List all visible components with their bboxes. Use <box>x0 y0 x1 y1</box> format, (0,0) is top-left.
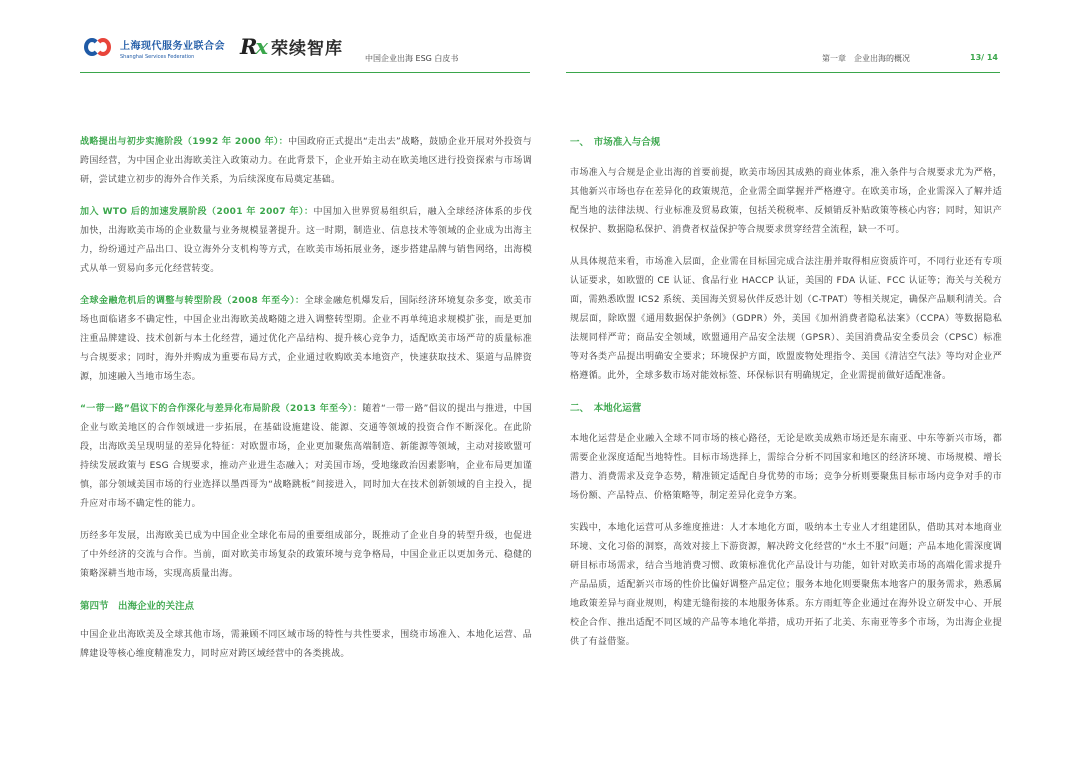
section-title: 一、 市场准入与合规 <box>570 137 661 148</box>
paragraph-body: 随着“一带一路”倡议的提出与推进，中国企业与欧美地区的合作领域进一步拓展，在基础设施建设、能源、交通等领域的投资合作不断深化。在此阶段，出海欧美呈现明显的差异化特征：对欧盟市场，企业更加聚焦高端制造、新能源等领域，主动对接欧盟可持续发展政策与 ESG 合规要求，推动产业进生态融入；对美国市场，受地缘政治因素影响，企业布局更加谨慎，部分领域美国市场的行业选择以墨西哥为“战略跳板”间接进入，同时加大在技术创新领域的自主投入，提升应对市场不确定性的能力。 <box>80 404 533 509</box>
paragraph <box>80 292 532 387</box>
paragraph-heading: “一带一路”倡议下的合作深化与差异化布局阶段（2013 年至今）： <box>80 404 363 414</box>
header-divider-right <box>566 72 1000 73</box>
right-column <box>570 133 1002 665</box>
left-column <box>80 133 532 677</box>
ssf-logo-icon <box>84 36 114 60</box>
paragraph: 历经多年发展，出海欧美已成为中国企业全球化布局的重要组成部分，既推动了企业自身的转型升级，也促进了中外经济的交流与合作。当前，面对欧美市场复杂的政策环境与竞争格局，中国企业正以更加务元、稳健的策略深耕当地市场，实现高质量出海。 <box>80 531 532 579</box>
paragraph: 本地化运营是企业融入全球不同市场的核心路径，无论是欧美成熟市场还是东南亚、中东等新兴市场，都需要企业深度适配当地特性。目标市场选择上，需综合分析不同国家和地区的经济环境、市场规模、增长潜力、消费需求及竞争态势，精准锁定适配自身优势的市场；竞争分析则要聚焦目标市场内竞争对手的市场份额、产品特点、价格策略等，制定差异化竞争方案。 <box>570 434 1002 501</box>
paragraph <box>80 133 532 190</box>
paragraph-body: 中国加入世界贸易组织后，融入全球经济体系的步伐加快，出海欧美市场的企业数量与业务规模显著提升。这一时期，制造业、信息技术等领域的企业成为出海主力，纷纷通过产品出口、设立海外分支机构等方式，在欧美市场拓展业务，逐步搭建品牌与销售网络，出海模式从单一贸易向多元化经营转变。 <box>80 207 532 274</box>
page-header <box>0 0 1080 80</box>
paragraph <box>80 203 532 279</box>
rx-think-tank-logo <box>240 34 343 59</box>
document-title: 中国企业出海 ESG 白皮书 <box>365 54 459 63</box>
ssf-name-en: Shanghai Services Federation <box>120 53 195 60</box>
ssf-name-cn: 上海现代服务业联合会 <box>120 40 225 52</box>
paragraph-body: 中国政府正式提出“走出去”战略，鼓励企业开展对外投资与跨国经营，为中国企业出海欧美注入政策动力。在此背景下，企业开始主动在欧美地区进行投资探索与市场调研，尝试建立初步的海外合作关系，为后续深度布局奠定基础。 <box>80 137 532 185</box>
rx-logo-text: 荣续智库 <box>270 39 343 59</box>
rx-logo-icon: Rx <box>240 34 266 59</box>
chapter-title: 第一章 企业出海的概况 <box>822 54 910 63</box>
paragraph: 从具体规范来看，市场准入层面，企业需在目标国完成合法注册并取得相应资质许可，不同行业还有专项认证要求，如欧盟的 CE 认证、食品行业 HACCP 认证，美国的 FDA 认证、FCC 认证等；海关与关税方面，需熟悉欧盟 ICS2 系统、美国海关贸易伙伴反恐计划（C-TPAT）等相关规定，确保产品顺利清关。合规层面，除欧盟《通用数据保护条例》（GDPR）外，美国《加州消费者隐私法案》（CCPA）等数据隐私法规同样严苛；商品安全领域，欧盟通用产品安全法规（GPSR）、美国消费品安全委员会（CPSC）标准等对各类产品提出明确安全要求；环境保护方面，欧盟废物处理指令、美国《清洁空气法》等均对企业严格遵循。此外，全球多数市场对能效标签、环保标识有明确规定，企业需提前做好适配准备。 <box>570 257 1002 381</box>
section-title: 第四节 出海企业的关注点 <box>80 601 195 612</box>
paragraph: 市场准入与合规是企业出海的首要前提，欧美市场因其成熟的商业体系，准入条件与合规要求尤为严格，其他新兴市场也存在差异化的政策规范，企业需全面掌握并严格遵守。在欧美市场，企业需深入了解并适配当地的法律法规、行业标准及贸易政策，包括关税税率、反倾销反补贴政策等核心内容；同时，知识产权保护、数据隐私保护、消费者权益保护等合规要求贯穿经营全流程，缺一不可。 <box>570 168 1002 235</box>
paragraph-heading: 全球金融危机后的调整与转型阶段（2008 年至今）： <box>80 296 305 306</box>
paragraph: 实践中，本地化运营可从多维度推进：人才本地化方面，吸纳本土专业人才组建团队，借助其对本地商业环境、文化习俗的洞察，高效对接上下游资源，解决跨文化经营的“水土不服”问题；产品本地化需深度调研目标市场需求，结合当地消费习惯、政策标准优化产品设计与功能，如针对欧美市场的高端化需求提升产品品质，适配新兴市场的性价比偏好调整产品定位；服务本地化则要聚焦本地客户的服务需求，熟悉属地政策差异与商业规则，构建无缝衔接的本地服务体系。东方雨虹等企业通过在海外设立研发中心、开展校企合作、推出适配不同区域的产品等本地化举措，成功开拓了北美、东南亚等多个市场，为出海企业提供了有益借鉴。 <box>570 523 1002 647</box>
paragraph <box>80 400 532 514</box>
page-number: 13/ 14 <box>970 53 998 62</box>
section-title: 二、 本地化运营 <box>570 403 642 414</box>
ssf-logo <box>84 36 225 60</box>
paragraph-body: 全球金融危机爆发后，国际经济环境复杂多变，欧美市场也面临诸多不确定性，中国企业出海欧美战略随之进入调整转型期。企业不再单纯追求规模扩张，而是更加注重品牌建设、技术创新与本土化经营，通过优化产品结构、提升核心竞争力，适配欧美市场严苛的质量标准与合规要求；同时，海外并购成为重要布局方式，企业通过收购欧美本地资产，快速获取技术、渠道与品牌资源，加速融入当地市场生态。 <box>80 296 532 382</box>
paragraph: 中国企业出海欧美及全球其他市场，需兼顾不同区域市场的特性与共性要求，围绕市场准入、本地化运营、品牌建设等核心维度精准发力，同时应对跨区域经营中的各类挑战。 <box>80 630 532 659</box>
paragraph-heading: 战略提出与初步实施阶段（1992 年 2000 年）： <box>80 137 289 147</box>
paragraph-heading: 加入 WTO 后的加速发展阶段（2001 年 2007 年）： <box>80 207 314 217</box>
header-divider-left <box>80 72 530 73</box>
